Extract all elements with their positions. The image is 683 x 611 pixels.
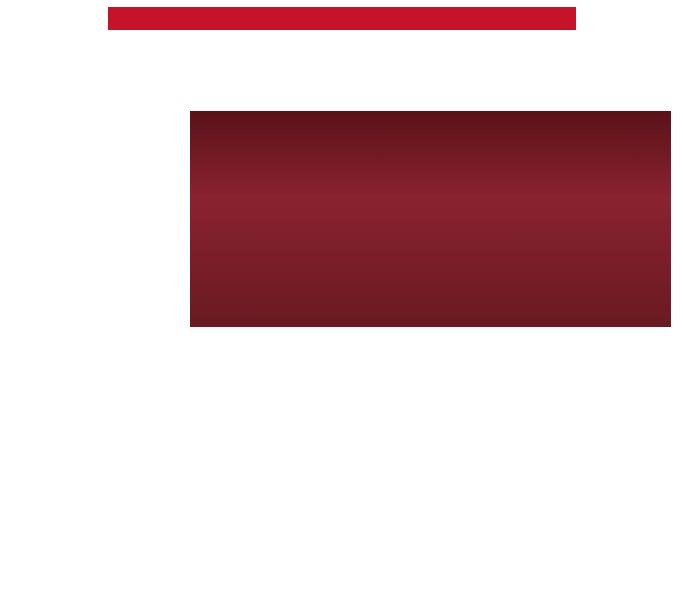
- ribbon: [108, 7, 576, 30]
- headline: [8, 40, 678, 96]
- photo: [190, 111, 671, 327]
